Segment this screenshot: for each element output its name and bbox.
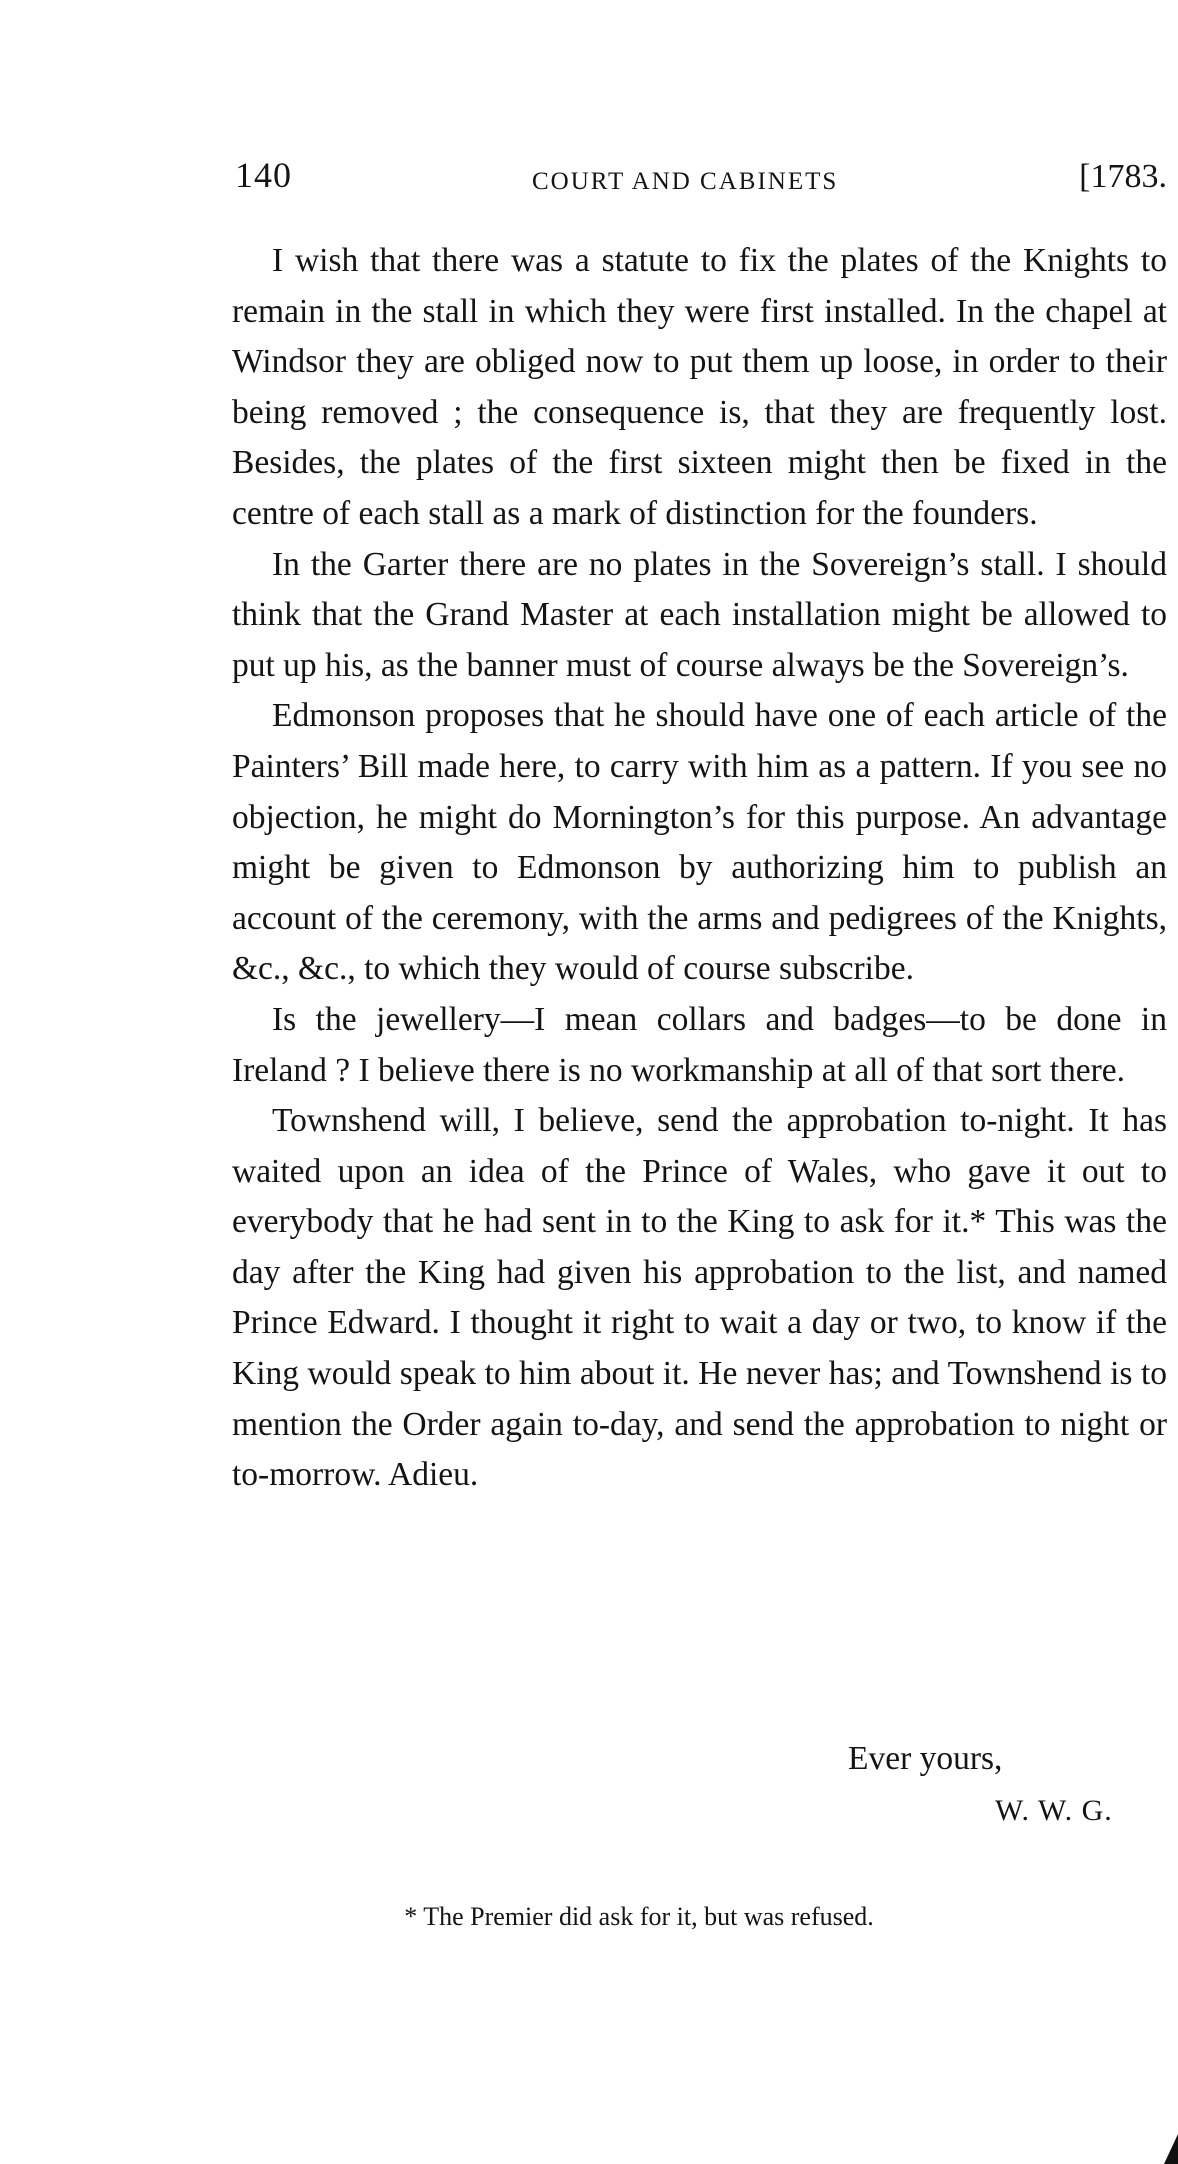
page-number: 140 (235, 155, 292, 195)
page-header (232, 150, 1167, 210)
letter-body (232, 236, 1167, 1501)
paragraph-jewellery: Is the jewellery—I mean collars and badges—to be done in Ireland ? I believe there is no workmanship at all of that sort there. (232, 1000, 1167, 1089)
header-year: [1783. (1079, 158, 1167, 195)
paragraph-townshend: Townshend will, I believe, send the approbation to-night. It has waited upon an idea of the Prince of Wales, who gave it out to everybody that he had sent in to the King to ask for it.* This was the day after the King had given his approbation to the list, and named Prince Edward. I thought it right to wait a day or two, to know if the King would speak to him about it. He never has; and Townshend is to mention the Order again to-day, and send the approbation to night or to-morrow. Adieu. (232, 1102, 1167, 1494)
paragraph-garter: In the Garter there are no plates in the Sovereign’s stall. I should think that the Grand Master at each installation might be allowed to put up his, as the banner must of course always be the Sovereign’s. (232, 545, 1167, 684)
paragraph-statute: I wish that there was a statute to fix the plates of the Knights to remain in the stall in which they were first installed. In the chapel at Windsor they are obliged now to put them up loose, in order to their being removed ; the consequence is, that they are frequently lost. Besides, the plates of the first sixteen might then be fixed in the centre of each stall as a mark of distinction for the founders. (232, 242, 1167, 532)
footnote-text: The Premier did ask for it, but was refused. (423, 1902, 874, 1931)
signature: W. W. G. (995, 1794, 1113, 1827)
page-corner-mark (1164, 2134, 1178, 2164)
valediction: Ever yours, (848, 1740, 1003, 1777)
footnote-marker: * (404, 1902, 418, 1931)
footnote (0, 1902, 1178, 1932)
paragraph-edmonson: Edmonson proposes that he should have one of each article of the Painters’ Bill made here, to carry with him as a pattern. If you see no objection, he might do Mornington’s for this purpose. An advantage might be given to Edmonson by authorizing him to publish an account of the ceremony, with the arms and pedigrees of the Knights, &c., &c., to which they would of course subscribe. (232, 697, 1167, 988)
running-head: COURT AND CABINETS (532, 168, 839, 195)
letter-closing (0, 1740, 1178, 1860)
